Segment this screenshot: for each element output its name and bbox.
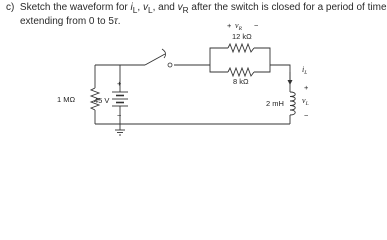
question-prefix: c): [6, 2, 15, 13]
tau-symbol: τ: [113, 16, 118, 27]
subscript-l: L: [132, 5, 138, 15]
vl-symbol: v: [302, 96, 306, 105]
circuit-wires: [95, 48, 290, 124]
vr-symbol: v: [235, 21, 239, 30]
wire-from-top-resistor: [254, 48, 270, 65]
vl-subscript: L: [305, 101, 309, 107]
voltage-symbol: v: [142, 2, 148, 13]
subscript-r: R: [182, 5, 189, 15]
vr-label: [235, 21, 243, 32]
resistor-8kohm-label: 8 kΩ: [233, 77, 249, 86]
il-symbol: i: [302, 65, 305, 74]
il-subscript: L: [304, 70, 308, 76]
battery-45v: [112, 92, 128, 106]
vr-plus-sign: +: [227, 21, 232, 30]
resistor-1mohm-label: 1 MΩ: [57, 95, 76, 104]
vr-subscript: R: [238, 26, 242, 32]
ground-icon: [115, 124, 125, 135]
wire-to-top-resistor: [210, 48, 228, 65]
wire-from-mid-resistor: [254, 65, 270, 72]
resistor-8kohm: [228, 68, 254, 76]
resistor-12kohm: [228, 44, 254, 52]
voltage-symbol: v: [177, 2, 183, 13]
battery-minus-sign: −: [117, 111, 122, 120]
switch-icon: [145, 49, 172, 67]
separator: , and: [152, 2, 178, 13]
vl-minus-sign: −: [304, 111, 309, 120]
subscript-l: L: [147, 5, 153, 15]
inductor-label: 2 mH: [266, 99, 284, 108]
il-label: [302, 65, 307, 76]
wire-to-mid-resistor: [210, 65, 228, 72]
separator: ,: [137, 2, 143, 13]
battery-plus-sign: +: [117, 79, 122, 88]
inductor-2mh: [290, 92, 295, 115]
resistor-12kohm-label: 12 kΩ: [232, 32, 252, 41]
vr-minus-sign: −: [254, 21, 259, 30]
question-text-segment: after the switch is closed for a period of time: [188, 2, 387, 13]
wire-to-inductor: [270, 65, 290, 92]
current-symbol: i: [130, 2, 133, 13]
battery-label: 45 V: [94, 96, 110, 105]
question-text-segment: extending from 0 to 5: [20, 16, 114, 27]
vl-label: [302, 96, 309, 107]
vl-plus-sign: +: [304, 83, 309, 92]
question-text-segment: .: [117, 16, 121, 27]
current-arrow-icon: [288, 72, 293, 85]
question-text-segment: Sketch the waveform for: [19, 2, 131, 13]
